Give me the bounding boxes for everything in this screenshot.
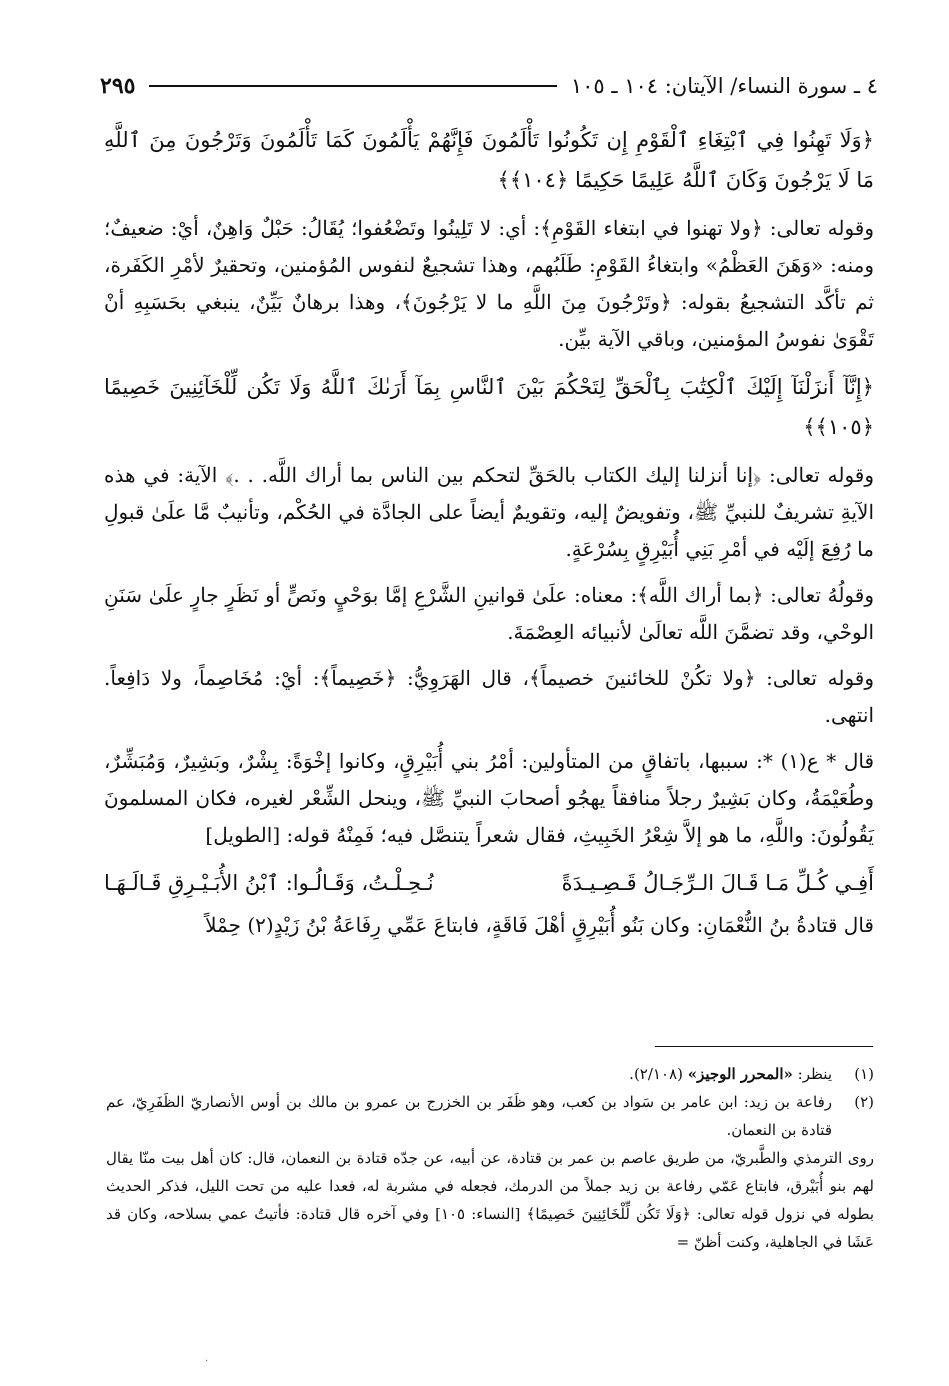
- commentary-paragraph: وقوله تعالى: ﴿ولا تكُنْ للخائنينَ خصيماً﴾، قال الهَرَوِيُّ: ﴿خَصِيماً﴾: أيْ: مُخَاصِماً، ولا دَافِعاً. انتهى.: [104, 666, 874, 727]
- header-rule: [149, 85, 556, 87]
- footnote-prefix: ينظر:: [797, 1065, 832, 1083]
- quran-verse-105: ﴿إِنَّآ أَنزَلْنَآ إِلَيْكَ ٱلْكِتَٰبَ بِٱلْحَقِّ لِتَحْكُمَ بَيْنَ ٱلنَّاسِ بِمَآ أَرَىٰكَ ٱللَّهُ وَلَا تَكُن لِّلْخَآئِنِينَ خَصِيمًا ﴿١٠٥﴾﴾: [104, 375, 874, 439]
- commentary-paragraph: وقوله تعالى: ﴿ولا تهنوا في ابتغاء القَوْمِ﴾: أي: لا تَلِينُوا وتَضْعُفوا؛ يُقَالُ: حَبْلٌ وَاهِنٌ، أيْ: ضعيفٌ؛ ومنه: «وَهَنَ العَظْمُ» وابتغاءُ القَوْمِ: طَلَبُهم، وهذا تشجيعٌ لنفوس المُؤمنين، وتحقيرٌ لأمْرِ الكَفَرة، ثم تأكَّد التشجيعُ بقوله: ﴿وتَرْجُونَ مِنَ اللَّهِ ما لا يَرْجُونَ﴾، وهذا برهانٌ بَيِّنٌ، ينبغي بحَسَبِهِ أنْ تَقْوَىٰ نفوسُ المؤمنين، وباقي الآية بيِّن.: [104, 216, 874, 351]
- footnote-1: [106, 1060, 874, 1088]
- commentary-paragraph: قال * ع(١) *: سببها، باتفاقٍ من المتأولين: أمْرُ بني أُبَيْرِقٍ، وكانوا إخْوَةً: بِشْرٌ، وبَشِيرٌ، وَمُبَشِّرٌ، وطُعَيْمَةُ، وكان بَشِيرٌ رجلاً منافقاً يهجُو أصحابَ النبيِّ ﷺ، وينحل الشِّعْر لغيره، فكان المسلمونَ يَقُولُونَ: واللَّهِ، ما هو إلاَّ شِعْرُ الخَبِيثِ، فقال شعراً يتنصَّل فيه؛ فَمِنْهُ قوله: [الطويل]: [104, 749, 875, 847]
- commentary-paragraph: وقوله تعالى: ﴿إنا أنزلنا إليك الكتاب بالحَقِّ لتحكم بين الناس بما أراك اللَّه. . .﴾ الآية: في هذه الآيةِ تشريفٌ للنبيِّ ﷺ، وتفويضٌ إليه، وتقويمٌ أيضاً على الجادَّة في الحُكْم، وتأنيبٌ مَّا علَىٰ قبولِ ما رُفِعَ إلَيْه في أمْرِ بَنِي أُبَيْرِقٍ بِسُرْعَةٍ.: [104, 463, 874, 561]
- commentary-paragraph: وقولُهُ تعالى: ﴿بما أراك اللَّه﴾: معناه: علَىٰ قوانينِ الشَّرْعِ إمَّا بوَحْيٍ ونَصٍّ أو نَظَرٍ جارٍ علَىٰ سَنَنِ الوحْي، وقد تضمَّنَ اللَّه تعالَىٰ لأنبيائه العِصْمَةَ.: [104, 583, 874, 644]
- running-title: ٤ ـ سورة النساء/ الآيتان: ١٠٤ ـ ١٠٥: [570, 74, 878, 98]
- commentary-paragraph: قال قتادةُ بنُ النُّعْمَانِ: وكان بَنُو أُبَيْرِقٍ أهْلَ فَاقَةٍ، فابتاعَ عَمِّي رِفَاعَةُ بْنُ زَيْدٍ(٢) حِمْلاً: [205, 913, 874, 937]
- poem-hemistich-first: أَفِـي كُـلِّ مَـا قَـالَ الـرِّجَـالُ قَـصِـيـدَةً: [561, 871, 874, 895]
- main-text: [104, 120, 874, 953]
- poem-verse: [104, 863, 874, 903]
- quran-verse-104: ﴿وَلَا تَهِنُوا فِي ٱبْتِغَاءِ ٱلْقَوْمِ إِن تَكُونُوا تَأْلَمُونَ فَإِنَّهُمْ يَأْلَمُونَ كَمَا تَأْلَمُونَ وَتَرْجُونَ مِنَ ٱللَّهِ مَا لَا يَرْجُونَ وَكَانَ ٱللَّهُ عَلِيمًا حَكِيمًا ﴿١٠٤﴾﴾: [104, 128, 874, 192]
- footnote-number: (٢): [854, 1093, 874, 1111]
- footnote-2: [106, 1088, 874, 1144]
- footnotes: [106, 1060, 874, 1256]
- footnote-suffix: (٢/١٠٨).: [629, 1065, 683, 1083]
- footnote-2-body: روى الترمذي والطَّبريّ، من طريق عاصم بن عمر بن قتادة، عن أبيه، عن جدّه قتادة بن النعمان، قال: كان أهل بيت منّا يقال لهم بنو أُبَيْرق، فابتاع عَمّي رفاعة بن زيد جملاً من الدرمك، فجعله في مشربة له، فعدا عليه من تحت الليل، فذكر الحديث بطوله في نزول قوله تعالى: ﴿وَلَا تَكُن لِّلْخَائِنِينَ خَصِيمًا﴾ [النساء: ١٠٥] وفي آخره قال قتادة: فأتيتُ عمي بسلاحه، وكان قد عَشَا في الجاهلية، وكنت أظنّ =: [106, 1149, 875, 1251]
- footnote-text: رفاعة بن زيد: ابن عامر بن سَواد بن كعب، وهو ظَفَر بن الخزرج بن عمرو بن مالك بن أوس الأنصاريّ الظَفَرِيّ، عم قتادة بن النعمان.: [106, 1093, 832, 1139]
- footnote-reference: «المحرر الوجيز»: [687, 1065, 793, 1083]
- poem-hemistich-second: نُـحِـلْـتُ، وَقَـالُـوا: ٱبْنُ الأُبَـيْـرِقِ قَـالَـهَـا: [104, 871, 434, 895]
- page-header: [100, 66, 878, 106]
- page-number: ٢٩٥: [100, 73, 136, 99]
- footnote-number: (١): [854, 1065, 874, 1083]
- footnote-separator: [655, 1046, 873, 1047]
- scan-speck: ·: [205, 1356, 209, 1367]
